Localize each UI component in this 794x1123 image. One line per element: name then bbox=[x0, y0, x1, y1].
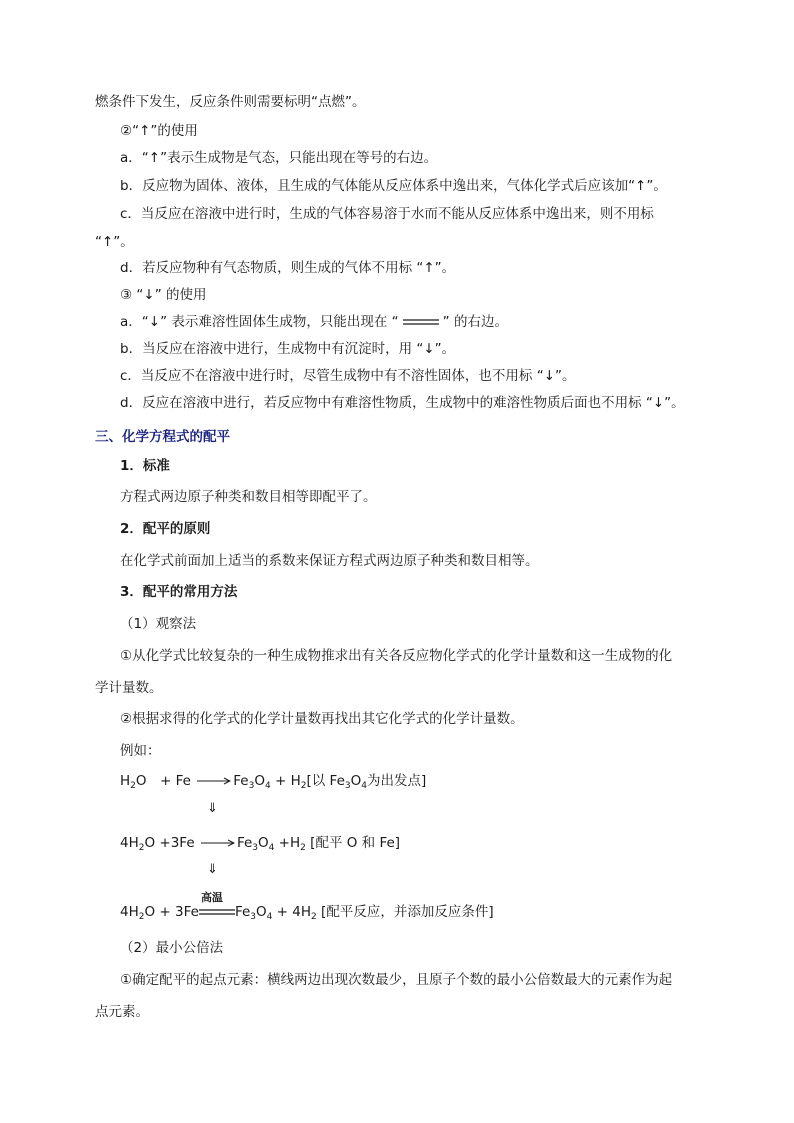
paragraph-line: c．当反应不在溶液中进行时，尽管生成物中有不溶性固体，也不用标 “↓”。 bbox=[120, 368, 576, 384]
paragraph-line: d．若反应物种有气态物质，则生成的气体不用标 “↑”。 bbox=[120, 260, 456, 276]
paragraph-line: 燃条件下发生，反应条件则需要标明“点燃”。 bbox=[95, 94, 366, 110]
equals-sign-icon bbox=[199, 908, 235, 916]
section-heading: 三、化学方程式的配平 bbox=[95, 429, 230, 445]
paragraph-line: b．当反应在溶液中进行，生成物中有沉淀时，用 “↓”。 bbox=[120, 341, 456, 357]
paragraph-line: 例如： bbox=[120, 743, 161, 759]
equation-2: $4H_2O +3Fe$ $Fe_3O_4 +H_2$ [配平 O 和 Fe] bbox=[120, 835, 401, 853]
subheading: 2．配平的原则 bbox=[120, 521, 211, 537]
paragraph-line: 点元素。 bbox=[95, 1004, 149, 1020]
paragraph-line: c．当反应在溶液中进行时，生成的气体容易溶于水而不能从反应体系中逸出来，则不用标 bbox=[120, 206, 654, 222]
paragraph-line: ①确定配平的起点元素：横线两边出现次数最少，且原子个数的最小公倍数最大的元素作为起 bbox=[120, 972, 673, 988]
equation-1: $H_2O$ + Fe $Fe_3O_4 + H_2$[以 $Fe_3O_4$为出发点] bbox=[120, 773, 427, 791]
paragraph-line: ②根据求得的化学式的化学计量数再找出其它化学式的化学计量数。 bbox=[120, 711, 524, 727]
down-double-arrow-icon: ⇓ bbox=[207, 862, 218, 877]
reaction-condition bbox=[199, 891, 235, 922]
equals-sign-icon bbox=[403, 317, 439, 327]
paragraph-line: ③ “↓” 的使用 bbox=[120, 287, 207, 303]
reaction-arrow-icon bbox=[197, 776, 231, 786]
paragraph-line: （1）观察法 bbox=[120, 616, 197, 632]
subheading: 3．配平的常用方法 bbox=[120, 584, 238, 600]
down-double-arrow-icon: ⇓ bbox=[207, 801, 218, 816]
condition-label: 高温 bbox=[200, 891, 223, 904]
paragraph-line bbox=[120, 312, 508, 332]
paragraph-line: （2）最小公倍法 bbox=[120, 940, 224, 956]
line-text: a．“↓” 表示难溶性固体生成物，只能出现在 “ bbox=[120, 314, 399, 330]
subheading: 1．标准 bbox=[120, 458, 170, 474]
paragraph-line: ①从化学式比较复杂的一种生成物推求出有关各反应物化学式的化学计量数和这一生成物的化 bbox=[120, 648, 673, 664]
paragraph-line: ②“↑”的使用 bbox=[120, 123, 198, 139]
line-text: ” 的右边。 bbox=[442, 314, 508, 330]
paragraph-line: a．“↑”表示生成物是气态，只能出现在等号的右边。 bbox=[120, 150, 438, 166]
equation-3: $4H_2O + 3Fe$ 高温 $Fe_3O_4 + 4H_2$ [配平反应，并添加反应条件] bbox=[120, 902, 494, 927]
paragraph-line: 在化学式前面加上适当的系数来保证方程式两边原子种类和数目相等。 bbox=[120, 553, 539, 569]
reaction-arrow-icon bbox=[201, 838, 235, 848]
paragraph-line: 方程式两边原子种类和数目相等即配平了。 bbox=[120, 489, 377, 505]
paragraph-line: 学计量数。 bbox=[95, 680, 163, 696]
paragraph-line: b．反应物为固体、液体，且生成的气体能从反应体系中逸出来，气体化学式后应该加“↑”。 bbox=[120, 178, 667, 194]
paragraph-line: d．反应在溶液中进行，若反应物中有难溶性物质，生成物中的难溶性物质后面也不用标 “↓”。 bbox=[120, 395, 685, 411]
paragraph-line: “↑”。 bbox=[95, 234, 134, 250]
